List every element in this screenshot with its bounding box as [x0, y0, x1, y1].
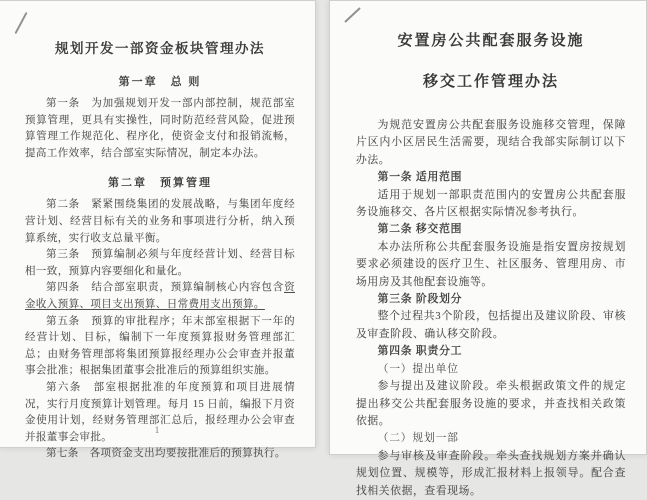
article-2-paragraph: 第二条 紧紧围绕集团的发展战略，与集团年度经营计划、经营目标有关的业务和事项进行分析，纳入预算系统，实行收支总量平衡。 [25, 199, 295, 244]
right-article-1-paragraph: 适用于规划一部职责范围内的安置房公共配套服务设施移交、各片区根据实际情况参考执行。 [356, 188, 626, 219]
sub-item-2-paragraph: 参与审核及审查阶段。牵头查找规划方案并确认规划位置、规模等，形成汇报材料上报领导。配合查找相关依据，查看现场。 [356, 449, 626, 497]
right-page-title-line-1: 安置房公共配套服务设施 [397, 32, 585, 49]
article-7-paragraph: 第七条 各项资金支出均要按批准后的预算执行。 [46, 448, 286, 460]
article-1-paragraph: 第一条 为加强规划开发一部内部控制，规范部室预算管理，更具有实操性，同时防范经营风险，促进预算管理工作规范化、程序化，使资金支付和报销流畅，提高工作效率，结合部室实际情况，制定本办法。 [25, 98, 295, 159]
article-4-paragraph [25, 280, 295, 313]
article-6-paragraph: 第六条 部室根据批准的年度预算和项目进展情况，实行月度预算计划管理。每月 15 日前，编报下月资金使用计划，经财务管理部汇总后，报经理办公会审查并报董事会审批。 [25, 381, 295, 443]
document-page-left [0, 0, 316, 460]
right-article-3-paragraph: 整个过程共3个阶段，包括提出及建议阶段、审核及审查阶段、确认移交阶段。 [356, 310, 626, 340]
chapter-2-heading: 第二章 预算管理 [108, 177, 212, 190]
pen-mark-icon [14, 12, 27, 34]
pen-mark-icon [344, 7, 361, 23]
page-number: 1 [154, 425, 160, 435]
right-article-1-heading: 第一条 适用范围 [377, 171, 463, 184]
sub-item-1-heading: （一）提出单位 [377, 362, 459, 375]
chapter-1-heading: 第一章 总 则 [118, 76, 202, 88]
article-4-underlined-text: 资金收入预算、项目支出预算、日常费用支出预算。 [25, 282, 295, 310]
document-page-right [329, 0, 647, 497]
article-4-lead-text: 第四条 结合部室职责，预算编制核心内容包含 [46, 282, 285, 294]
right-article-4-heading: 第四条 职责分工 [377, 345, 463, 358]
intro-paragraph: 为规范安置房公共配套服务设施移交管理，保障片区内小区居民生活需要，现结合我部实际制订以下办法。 [356, 119, 626, 166]
article-3-paragraph: 第三条 预算编制必须与年度经营计划、经营目标相一致，预算内容要细化和量化。 [25, 249, 295, 277]
article-5-paragraph: 第五条 预算的审批程序；年末部室根据下一年的经营计划、目标，编制下一年度预算报财务管理部汇总；由财务管理部将集团预算报经理办公会审查并报董事会批准；根据集团董事会批准后的预算组织实施。 [25, 315, 295, 377]
sub-item-1-paragraph: 参与提出及建议阶段。牵头根据政策文件的规定提出移交公共配套服务设施的要求，并查找相关政策依据。 [356, 380, 626, 427]
right-page-title-line-2: 移交工作管理办法 [422, 73, 559, 90]
left-page-title: 规划开发一部资金板块管理办法 [55, 41, 265, 56]
right-article-2-heading: 第二条 移交范围 [377, 223, 463, 236]
right-article-3-heading: 第三条 阶段划分 [377, 293, 463, 306]
sub-item-2-heading: （二）规划一部 [377, 432, 459, 445]
right-article-2-paragraph: 本办法所称公共配套服务设施是指安置房按规划要求必须建设的医疗卫生、社区服务、管理用房、市场用房及其他配套设施等。 [356, 240, 626, 288]
